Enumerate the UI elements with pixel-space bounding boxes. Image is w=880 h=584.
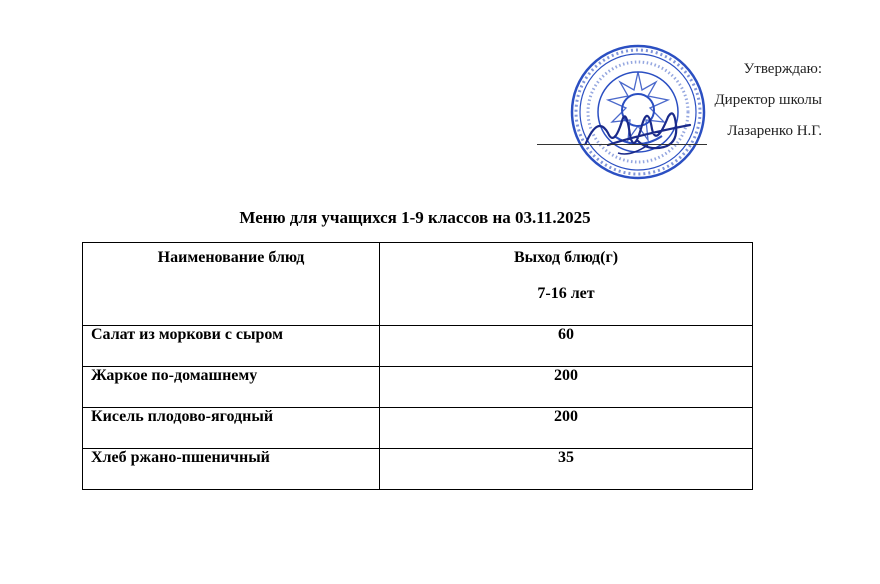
director-name: Лазаренко Н.Г. — [727, 123, 822, 139]
signature-line — [537, 144, 707, 145]
yield-header-label: Выход блюд(г) — [513, 249, 619, 266]
table-row — [83, 408, 753, 449]
dish-yield: 35 — [380, 449, 753, 490]
table-header-row — [83, 243, 753, 326]
director-position: Директор школы — [714, 92, 822, 108]
table-row — [83, 367, 753, 408]
menu-table — [82, 242, 753, 490]
dish-name: Хлеб ржано-пшеничный — [83, 449, 380, 490]
director-signature — [578, 95, 698, 165]
dish-name: Салат из моркови с сыром — [83, 326, 380, 367]
age-group-label: 7-16 лет — [537, 285, 595, 302]
dish-yield: 200 — [380, 367, 753, 408]
dish-yield: 60 — [380, 326, 753, 367]
table-row — [83, 326, 753, 367]
dish-column-header: Наименование блюд — [83, 243, 380, 326]
table-row — [83, 449, 753, 490]
dish-name: Жаркое по-домашнему — [83, 367, 380, 408]
approval-block — [714, 60, 822, 153]
approve-label: Утверждаю: — [743, 61, 822, 77]
page-title: Меню для учащихся 1-9 классов на 03.11.2025 — [239, 208, 591, 227]
dish-yield: 200 — [380, 408, 753, 449]
yield-column-header — [380, 243, 753, 326]
dish-name: Кисель плодово-ягодный — [83, 408, 380, 449]
